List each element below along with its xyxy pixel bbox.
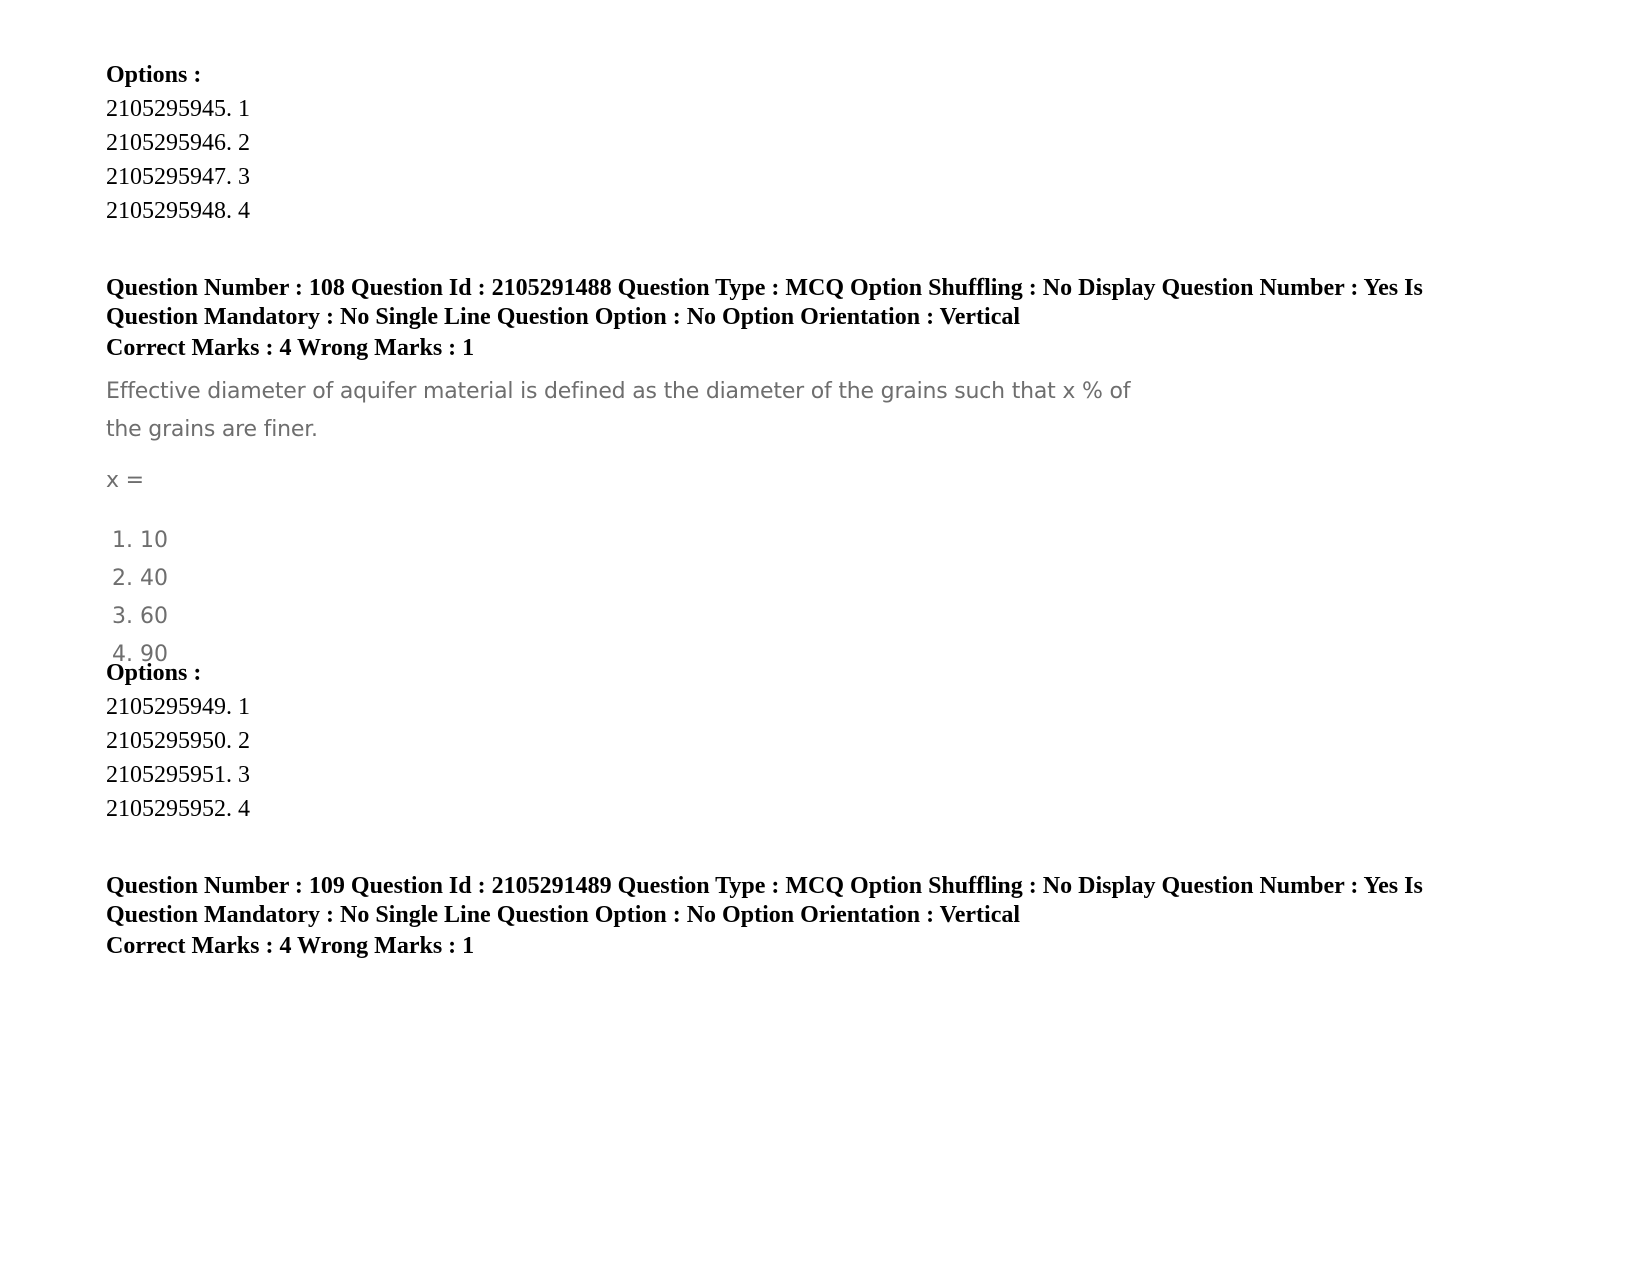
question-108-stem [106,373,1130,449]
options-heading: Options : [106,62,202,88]
question-108-meta [106,274,1423,332]
question-prompt: x = [106,468,144,493]
option-item: 2105295950. 2 [106,728,250,754]
choice-item: 2. 40 [112,566,168,591]
document-page [106,0,1586,1275]
question-meta-line: Question Mandatory : No Single Line Question Option : No Option Orientation : Vertical [106,902,1021,928]
prev-options-section [106,58,250,228]
question-108-marks [106,334,474,363]
marks-line: Correct Marks : 4 Wrong Marks : 1 [106,933,475,959]
question-108-options [106,656,250,826]
choice-item: 1. 10 [112,528,168,553]
option-item: 2105295949. 1 [106,694,250,720]
question-109-meta [106,872,1423,930]
question-meta-line: Question Mandatory : No Single Line Question Option : No Option Orientation : Vertical [106,304,1021,330]
question-108-choices [106,522,168,674]
question-meta-line: Question Number : 108 Question Id : 2105291488 Question Type : MCQ Option Shuffling : No Display Question Number : Yes Is [106,275,1423,301]
option-item: 2105295946. 2 [106,130,250,156]
question-stem-line: Effective diameter of aquifer material is defined as the diameter of the grains such that x % of [106,379,1131,404]
question-stem-line: the grains are finer. [106,417,318,442]
question-meta-line: Question Number : 109 Question Id : 2105291489 Question Type : MCQ Option Shuffling : No Display Question Number : Yes Is [106,873,1423,899]
marks-line: Correct Marks : 4 Wrong Marks : 1 [106,335,475,361]
choice-item: 3. 60 [112,604,168,629]
question-108-prompt [106,462,144,500]
option-item: 2105295952. 4 [106,796,250,822]
options-heading: Options : [106,660,202,686]
option-item: 2105295947. 3 [106,164,250,190]
option-item: 2105295945. 1 [106,96,250,122]
choice-item: 4. 90 [112,642,168,667]
question-109-marks [106,932,474,961]
option-item: 2105295948. 4 [106,198,250,224]
option-item: 2105295951. 3 [106,762,250,788]
